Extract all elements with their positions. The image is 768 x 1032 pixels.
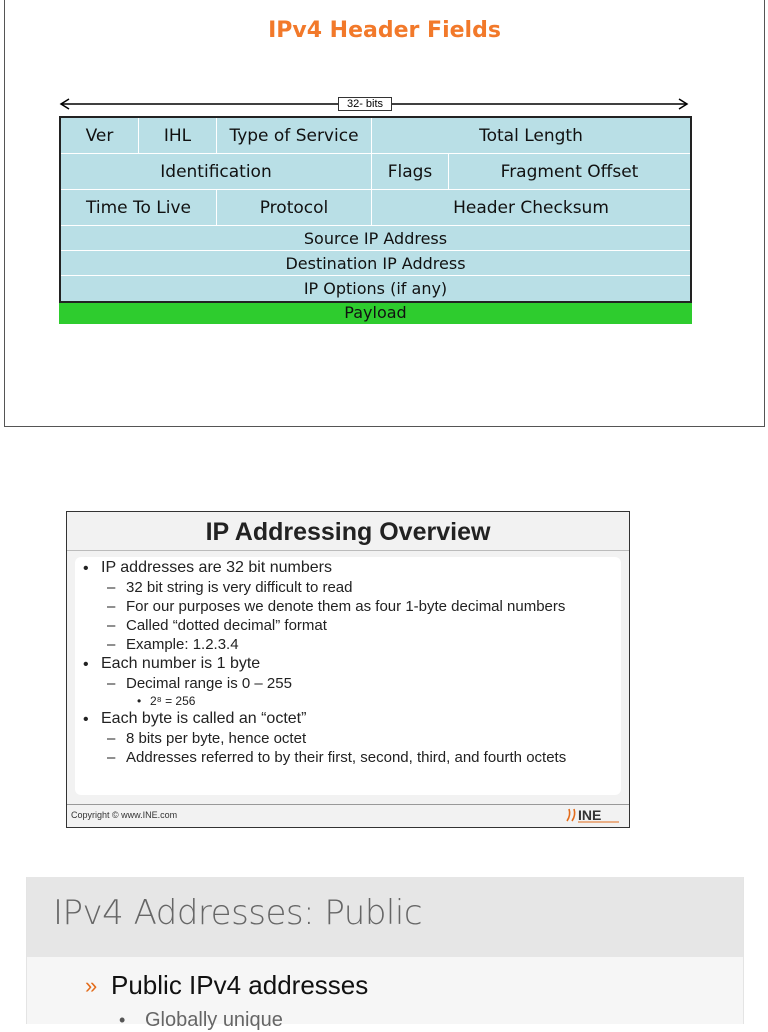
field-header-checksum: Header Checksum [372, 190, 690, 226]
bullet-dot: • [83, 656, 89, 673]
sub-bullet-text: For our purposes we denote them as four 1-byte decimal numbers [126, 598, 566, 615]
field-source-ip: Source IP Address [61, 226, 690, 251]
sub-bullet-text: 8 bits per byte, hence octet [126, 730, 307, 747]
field-fragment-offset: Fragment Offset [449, 154, 690, 190]
field-ihl: IHL [139, 118, 217, 154]
field-flags: Flags [372, 154, 449, 190]
logo-text: INE [578, 807, 602, 823]
bullet-dot: • [83, 560, 89, 577]
slide-ipv4-header [4, 0, 765, 427]
dash-icon: – [107, 675, 116, 692]
field-ip-options: IP Options (if any) [61, 276, 690, 301]
dash-icon: – [107, 579, 116, 596]
field-time-to-live: Time To Live [61, 190, 217, 226]
content-panel [75, 557, 621, 795]
chevron-right-icon: » [85, 973, 98, 998]
slide-ipv4-public [26, 877, 744, 1031]
ine-logo-icon [563, 805, 623, 825]
slide-title: IP Addressing Overview [205, 518, 491, 546]
slide-title: IPv4 Addresses: Public [53, 893, 423, 933]
bullet-text: Each number is 1 byte [101, 655, 261, 672]
bullet-dot: • [83, 711, 89, 728]
dash-icon: – [107, 749, 116, 766]
field-destination-ip: Destination IP Address [61, 251, 690, 276]
footer-divider [67, 804, 629, 805]
sub-bullet-text: Example: 1.2.3.4 [126, 636, 239, 653]
slide-ip-addressing-overview [66, 511, 630, 828]
bits-label: 32- bits [338, 97, 392, 111]
sub-bullet-text: Globally unique [145, 1009, 283, 1031]
payload-row: Payload [59, 303, 692, 324]
sub-bullet-text: 32 bit string is very difficult to read [126, 579, 353, 596]
dash-icon: – [107, 730, 116, 747]
field-ver: Ver [61, 118, 139, 154]
dash-icon: – [107, 617, 116, 634]
field-type-of-service: Type of Service [217, 118, 372, 154]
field-identification: Identification [61, 154, 372, 190]
sub-bullet-text: Called “dotted decimal” format [126, 617, 327, 634]
bullet-text: IP addresses are 32 bit numbers [101, 559, 332, 576]
dash-icon: – [107, 598, 116, 615]
bullet-text: Public IPv4 addresses [111, 970, 369, 1000]
field-protocol: Protocol [217, 190, 372, 226]
sub-sub-bullet-text: 2⁸ = 256 [150, 694, 196, 708]
bullet-dot: • [137, 694, 142, 708]
copyright-text: Copyright © www.INE.com [71, 810, 178, 820]
slide-header-band [27, 877, 743, 957]
ipv4-header-table [59, 116, 692, 303]
slide-title: IPv4 Header Fields [268, 18, 501, 43]
title-divider [67, 550, 629, 551]
sub-bullet-text: Addresses referred to by their first, second, third, and fourth octets [126, 749, 567, 766]
field-total-length: Total Length [372, 118, 690, 154]
bullet-text: Each byte is called an “octet” [101, 710, 307, 727]
sub-bullet-text: Decimal range is 0 – 255 [126, 675, 292, 692]
bullet-dot: • [119, 1010, 126, 1030]
dash-icon: – [107, 636, 116, 653]
